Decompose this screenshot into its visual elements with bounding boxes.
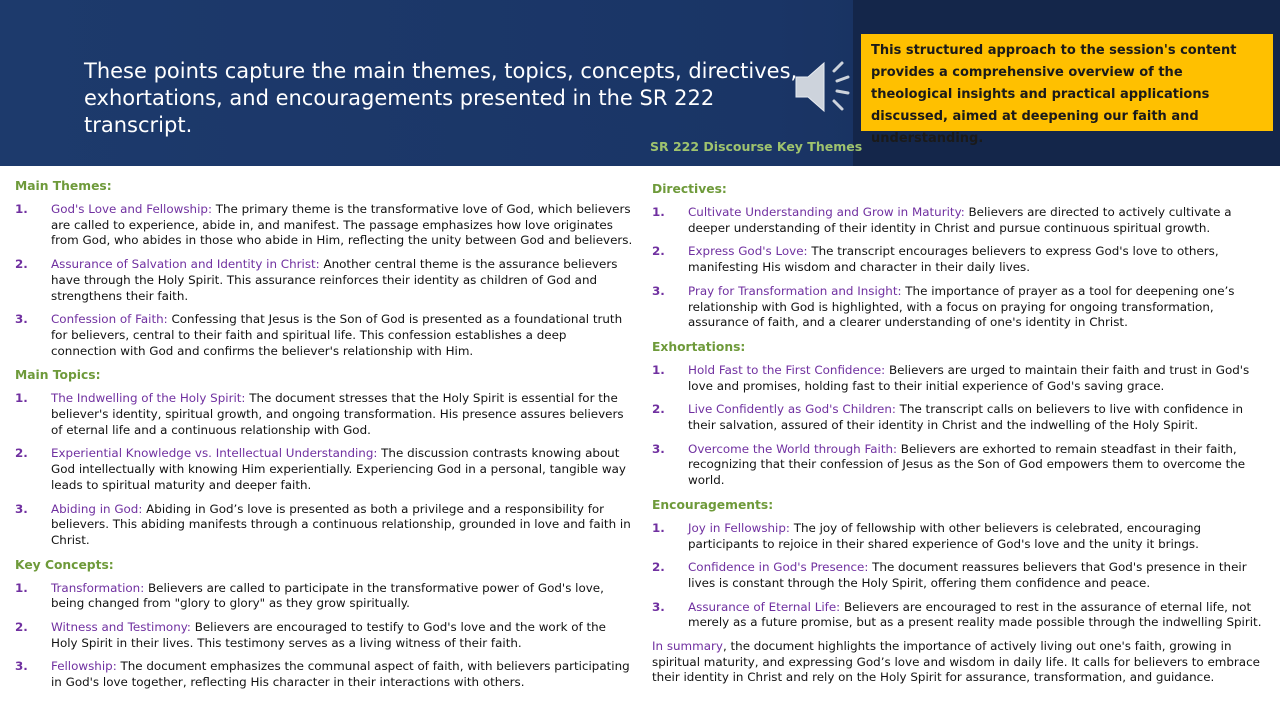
list-item [652,363,1270,394]
section-title: Directives: [652,182,727,196]
item-body: The document reassures believers that God's presence in their lives is constant through the Holy Spirit, offering them confidence and peace. [688,560,1247,590]
item-text [51,257,635,304]
item-number: 1. [652,205,665,219]
section-main-topics [15,367,635,548]
item-lead: Assurance of Eternal Life: [688,599,841,614]
list-item [15,391,635,438]
item-lead: Live Confidently as God's Children: [688,402,896,417]
item-number: 2. [15,620,28,635]
item-text [688,600,1270,631]
item-text [51,502,635,549]
item-number: 3. [652,441,665,456]
item-number: 3. [15,312,28,327]
section-encouragements [652,497,1270,631]
item-number: 1. [15,391,28,406]
section-exhortations [652,339,1270,489]
slide-headline: These points capture the main themes, topics, concepts, directives, exhortations, and encouragements presented in the SR 222 transcript. [84,59,798,137]
item-text [688,521,1270,552]
summary-body: , the document highlights the importance of actively living out one's faith, growing in spiritual maturity, and expressing God’s love and wisdom in daily life. It calls for believers to embrace their identity in Christ and rely on the Holy Spirit for assurance, transformation, and guidance. [652,639,1260,685]
speaker-icon[interactable] [790,57,854,117]
item-number: 2. [15,257,28,272]
item-text [51,312,635,359]
item-body: The document emphasizes the communal aspect of faith, with believers participating in God's love together, reflecting His character in their interactions with others. [51,659,630,690]
list-item [15,659,635,690]
item-body: Believers are encouraged to testify to God's love and the work of the Holy Spirit in their lives. This testimony serves as a living witness of their faith. [51,620,606,650]
item-lead: Assurance of Salvation and Identity in Christ: [51,257,320,272]
item-lead: The Indwelling of the Holy Spirit: [51,391,246,406]
item-body: The document stresses that the Holy Spirit is essential for the believer's identity, spiritual growth, and ongoing transformation. His presence assures believers of eternal life and a continuous relationship with God. [51,391,624,437]
list-item [652,560,1270,591]
item-lead: Experiential Knowledge vs. Intellectual Understanding: [51,446,378,461]
item-text [688,244,1270,275]
item-text [688,363,1270,394]
item-body: The discussion contrasts knowing about God intellectually with knowing Him experientially. Experiencing God in a personal, tangible way leads to spiritual maturity and deeper faith. [51,446,626,492]
list-item [652,442,1270,489]
section-title: Exhortations: [652,339,746,354]
section-title: Key Concepts: [15,557,114,572]
list-item [15,257,635,304]
list-item [15,620,635,651]
item-text [51,391,635,438]
item-text [688,442,1270,489]
item-text [51,202,635,249]
summary-paragraph [652,639,1270,686]
item-body: Another central theme is the assurance believers have through the Holy Spirit. This assurance reinforces their identity as children of God and strengthens their faith. [51,257,618,303]
item-body: Confessing that Jesus is the Son of God is presented as a foundational truth for believers, central to their faith and spiritual life. This confession establishes a deep connection with God and confirms the believer's relationship with Him. [51,312,623,358]
item-body: Believers are exhorted to remain steadfast in their faith, recognizing that their confession of Jesus as the Son of God empowers them to overcome the world. [688,441,1246,488]
item-lead: Joy in Fellowship: [688,520,790,535]
item-body: The transcript calls on believers to live with confidence in their salvation, assured of their identity in Christ and the indwelling of the Holy Spirit. [688,402,1244,433]
section-key-concepts [15,557,635,691]
item-lead: God's Love and Fellowship: [51,202,212,216]
item-lead: Pray for Transformation and Insight: [688,283,902,298]
item-text [688,402,1270,433]
list-item [15,581,635,612]
section-title: Encouragements: [652,497,774,512]
item-lead: Express God's Love: [688,244,808,259]
item-number: 3. [15,659,28,674]
item-lead: Transformation: [51,580,145,595]
item-text [51,659,635,690]
right-column [652,181,1270,686]
item-text [51,581,635,612]
list-item [652,402,1270,433]
item-number: 2. [652,560,665,575]
summary-lead: In summary [652,639,723,654]
item-number: 3. [652,599,665,614]
slide-caption: SR 222 Discourse Key Themes [650,139,863,154]
list-item [652,284,1270,331]
item-text [688,284,1270,331]
item-lead: Hold Fast to the First Confidence: [688,362,886,377]
item-lead: Fellowship: [51,659,117,674]
item-number: 1. [652,362,665,377]
item-body: The transcript encourages believers to express God's love to others, manifesting His wisdom and character in their daily lives. [688,244,1219,275]
item-lead: Witness and Testimony: [51,620,191,635]
item-body: The joy of fellowship with other believers is celebrated, encouraging participants to rejoice in their shared experience of God's love and the unity it brings. [688,520,1202,551]
item-lead: Confidence in God's Presence: [688,560,869,575]
section-main-themes [15,178,635,359]
list-item [652,244,1270,275]
summary-callout: This structured approach to the session's content provides a comprehensive overview of the theological insights and practical applications discussed, aimed at deepening our faith and understanding. [861,34,1273,131]
item-number: 2. [652,402,665,417]
list-item [15,312,635,359]
item-text [51,620,635,651]
item-body: Believers are called to participate in the transformative power of God's love, being changed from "glory to glory" as they grow spiritually. [51,580,604,611]
section-title: Main Themes: [15,179,112,193]
item-text [688,560,1270,591]
list-item [652,521,1270,552]
list-item [15,446,635,493]
item-lead: Abiding in God: [51,501,143,516]
item-lead: Confession of Faith: [51,312,168,327]
item-number: 3. [15,501,28,516]
item-body: Believers are directed to actively cultivate a deeper understanding of their identity in Christ and pursue continuous spiritual growth. [688,205,1232,235]
item-number: 1. [652,520,665,535]
item-number: 3. [652,283,665,298]
left-column [15,178,635,699]
item-body: The primary theme is the transformative love of God, which believers are called to experience, abide in, and manifest. The passage emphasizes how love originates from God, who abides in those who abide in Him, reflecting the unity between God and believers. [51,202,633,248]
item-lead: Overcome the World through Faith: [688,441,898,456]
item-text [688,205,1270,236]
item-number: 1. [15,580,28,595]
item-number: 2. [15,446,28,461]
item-body: Abiding in God’s love is presented as both a privilege and a responsibility for believers. This abiding manifests through a continuous relationship, grounded in love and faith in Christ. [51,501,631,547]
list-item [652,600,1270,631]
item-text [51,446,635,493]
item-number: 1. [15,202,28,216]
item-body: Believers are encouraged to rest in the assurance of eternal life, not merely as a future promise, but as a present reality made possible through the indwelling Spirit. [688,599,1262,630]
list-item [15,202,635,249]
item-body: The importance of prayer as a tool for deepening one’s relationship with God is highlighted, with a focus on praying for ongoing transformation, assurance of faith, and a clearer understanding of one's identity in Christ. [688,283,1235,330]
list-item [652,205,1270,236]
section-title: Main Topics: [15,368,101,383]
section-directives [652,181,1270,331]
item-lead: Cultivate Understanding and Grow in Maturity: [688,205,965,219]
list-item [15,502,635,549]
item-body: Believers are urged to maintain their faith and trust in God's love and promises, holding fast to their initial experience of God's saving grace. [688,362,1250,393]
item-number: 2. [652,244,665,259]
